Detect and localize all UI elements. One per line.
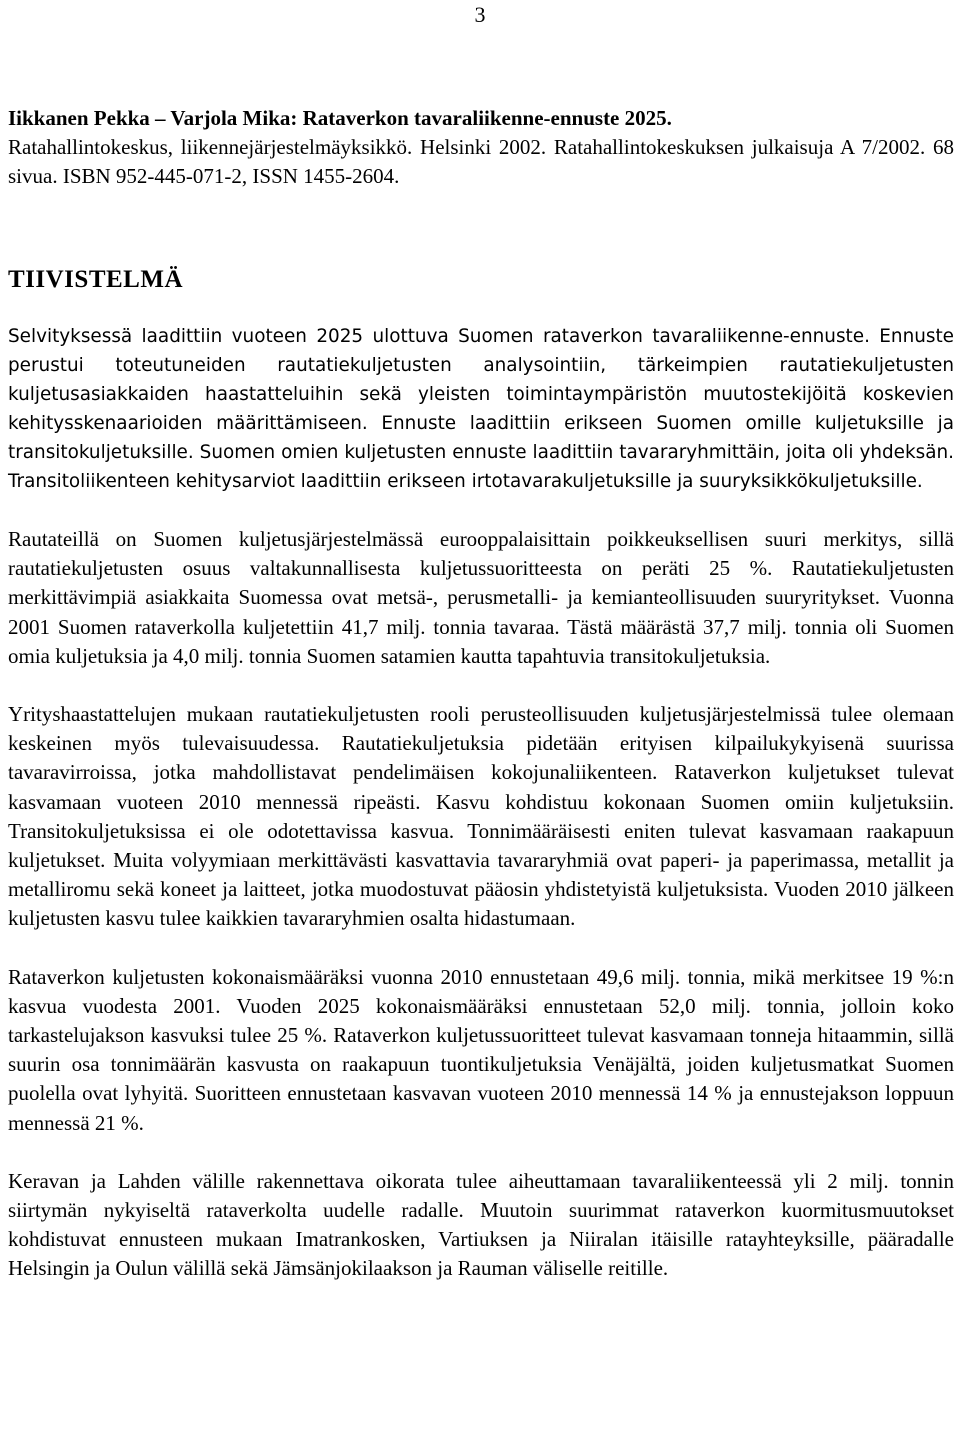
summary-heading: TIIVISTELMÄ <box>8 266 183 293</box>
summary-paragraph-2: Yrityshaastattelujen mukaan rautatiekuljetusten rooli perusteollisuuden kuljetusjärjestelmissä tulee olemaan keskeinen myös tulevaisuudessa. Rautatiekuljetuksia pidetään erityisen kilpailukykyisenä suurissa tavaravirroissa, jotka mahdollistavat pendelimäisen kokojunaliikenteen. Rataverkon kuljetukset tulevat kasvamaan vuoteen 2010 mennessä ripeästi. Kasvu kohdistuu kokonaan Suomen omiin kuljetuksiin. Transitokuljetuksissa ei ole odotettavissa kasvua. Tonnimääräisesti eniten tulevat kasvamaan raakapuun kuljetukset. Muita volyymiaan merkittävästi kasvattavia tavararyhmiä ovat paperi- ja paperimassa, metallit ja metalliromu sekä koneet ja laitteet, jotka muodostuvat pääosin yhdistetyistä kuljetuksista. Vuoden 2010 jälkeen kuljetusten kasvu tulee kaikkien tavararyhmien osalta hidastumaan. <box>8 702 954 931</box>
summary-lead-paragraph: Selvityksessä laadittiin vuoteen 2025 ulottuva Suomen rataverkon tavaraliikenne-ennuste. Ennuste perustui toteutuneiden rautatiekuljetusten analysointiin, tärkeimpien rautatiekuljetusten kuljetusasiakkaiden haastatteluihin sekä yleisten toimintaympäristön muutostekijöitä koskevien kehitysskenaarioiden määrittämiseen. Ennuste laadittiin erikseen Suomen omille kuljetuksille ja transitokuljetuksille. Suomen omien kuljetusten ennuste laadittiin tavararyhmittäin, joita oli yhdeksän. Transitoliikenteen kehitysarviot laadittiin erikseen irtotavarakuljetuksille ja suuryksikkökuljetuksille. <box>8 326 954 492</box>
page-number: 3 <box>474 2 486 27</box>
citation <box>8 104 954 191</box>
citation-authors-title: Iikkanen Pekka – Varjola Mika: Rataverkon tavaraliikenne-ennuste 2025. <box>8 106 672 130</box>
summary-paragraph-3: Rataverkon kuljetusten kokonaismääräksi vuonna 2010 ennustetaan 49,6 milj. tonnia, mikä merkitsee 19 %:n kasvua vuodesta 2001. Vuoden 2025 kokonaismääräksi ennustetaan 52,0 milj. tonnia, jolloin koko tarkastelujakson kasvuksi tulee 25 %. Rataverkon kuljetussuoritteet tulevat kasvamaan tonneja hitaammin, sillä suurin osa tonnimäärän kasvusta on raakapuun tuontikuljetuksia Venäjältä, joiden kuljetusmatkat Suomen puolella ovat lyhyitä. Suoritteen ennustetaan kasvavan vuoteen 2010 mennessä 14 % ja ennustejakson loppuun mennessä 21 %. <box>8 964 954 1135</box>
summary-paragraph-1: Rautateillä on Suomen kuljetusjärjestelmässä eurooppalaisittain poikkeuksellisen suuri merkitys, sillä rautatiekuljetusten osuus valtakunnallisesta kuljetussuoritteesta on peräti 25 %. Rautatiekuljetusten merkittävimpiä asiakkaita Suomessa ovat metsä-, perusmetalli- ja kemianteollisuuden suuryritykset. Vuonna 2001 Suomen rataverkolla kuljetettiin 41,7 milj. tonnia tavaraa. Tästä määrästä 37,7 milj. tonnia oli Suomen omia kuljetuksia ja 4,0 milj. tonnia Suomen satamien kautta tapahtuvia transitokuljetuksia. <box>8 527 954 668</box>
page-content <box>8 104 954 1284</box>
summary-paragraph-4: Keravan ja Lahden välille rakennettava oikorata tulee aiheuttamaan tavaraliikenteessä yli 2 milj. tonnin siirtymän nykyiseltä rataverkolta uudelle radalle. Muutoin suurimmat rataverkon kuormitusmuutokset kohdistuvat ennusteen mukaan Imatrankosken, Vartiuksen ja Niiralan itäisille ratayhteyksille, pääradalle Helsingin ja Oulun välillä sekä Jämsänjokilaakson ja Rauman väliselle reitille. <box>8 1168 954 1281</box>
citation-details: Ratahallintokeskus, liikennejärjestelmäyksikkö. Helsinki 2002. Ratahallintokeskuksen julkaisuja A 7/2002. 68 sivua. ISBN 952-445-071-2, ISSN 1455-2604. <box>8 135 954 188</box>
